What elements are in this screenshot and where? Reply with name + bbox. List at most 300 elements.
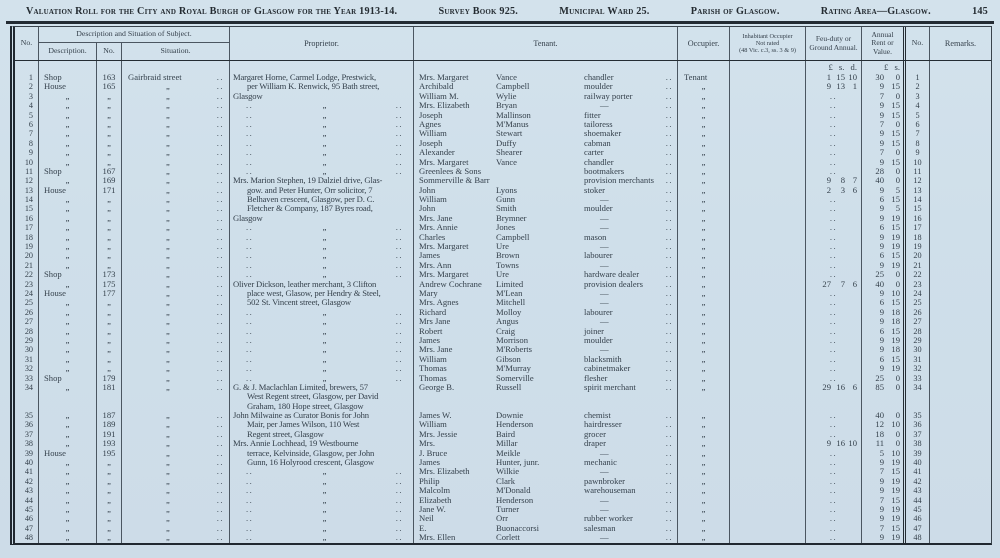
cell-tenant-occupation (582, 308, 678, 317)
cell-inhabitant-occupier (730, 167, 806, 176)
ditto-mark: „ (322, 157, 327, 167)
cell-entry-number: 5 (15, 111, 39, 120)
leader-dots: .. (246, 260, 254, 270)
ditto-mark: „ (322, 223, 327, 233)
cell-entry-number: 27 (15, 317, 39, 326)
cell-tenant-occupation (582, 233, 678, 242)
cell-situation (122, 355, 230, 364)
situation-text: „ (166, 90, 170, 101)
cell-entry-number: 28 (15, 327, 39, 336)
money-part: 7 (879, 90, 884, 101)
leader-dots: .. (665, 100, 673, 111)
leader-dots: .. (246, 523, 254, 533)
cell-street-number: 175 (97, 280, 122, 289)
cell-occupier: „ (678, 467, 730, 476)
money-part: 9 (879, 81, 884, 92)
cell-entry-number-right: 39 (906, 449, 930, 458)
leader-dots: .. (216, 381, 224, 392)
situation-text: „ (166, 532, 170, 543)
cell-entry-number-right: 41 (906, 467, 930, 476)
cell-street-number (97, 392, 122, 401)
ditto-mark: „ (322, 129, 327, 139)
leader-dots: .. (216, 156, 224, 167)
ditto-mark: „ (322, 523, 327, 533)
money-part: 9 (826, 81, 831, 92)
cell-tenant-surname: Russell (496, 381, 522, 392)
cell-description: „ (39, 420, 97, 429)
cell-remarks (930, 204, 991, 213)
leader-dots: .. (665, 438, 673, 449)
cell-inhabitant-occupier (730, 524, 806, 533)
occupation-text: moulder (584, 203, 613, 214)
leader-dots: .. (829, 513, 838, 524)
occupation-text: hardware dealer (584, 269, 640, 280)
money-part: 9 (879, 306, 884, 317)
situation-text: „ (166, 128, 170, 139)
cell-tenant-forename: Archibald (419, 81, 454, 92)
cell-proprietor (230, 120, 414, 129)
money-part: 25 (875, 372, 884, 383)
cell-description: Shop (39, 73, 97, 82)
cell-remarks (930, 308, 991, 317)
cell-street-number: „ (97, 486, 122, 495)
occupation-text: provision merchants (584, 175, 654, 186)
money-part: 1 (852, 81, 857, 92)
cell-entry-number-right: 47 (906, 524, 930, 533)
money-part: 15 (891, 325, 900, 336)
money-part: 15 (891, 81, 900, 92)
leader-dots: .. (665, 513, 673, 524)
money-part: 12 (875, 419, 884, 430)
cell-remarks (930, 392, 991, 401)
municipal-ward-label: Municipal Ward 25. (559, 6, 650, 17)
leader-dots: .. (216, 306, 224, 317)
ditto-mark: „ (322, 232, 327, 242)
money-part: 9 (879, 184, 884, 195)
ditto-mark: „ (322, 364, 327, 374)
cell-entry-number-right: 42 (906, 477, 930, 486)
cell-situation (122, 92, 230, 101)
cell-inhabitant-occupier (730, 204, 806, 213)
cell-street-number: „ (97, 364, 122, 373)
units-cell (15, 61, 39, 73)
leader-dots: .. (246, 148, 254, 158)
ditto-mark: „ (322, 476, 327, 486)
cell-entry-number-right: 6 (906, 120, 930, 129)
cell-street-number: „ (97, 533, 122, 542)
cell-occupier: „ (678, 514, 730, 523)
header-proprietor: Proprietor. (230, 27, 414, 60)
cell-situation (122, 251, 230, 260)
leader-dots: .. (829, 353, 838, 364)
cell-situation (122, 336, 230, 345)
cell-street-number: „ (97, 524, 122, 533)
ditto-mark: „ (322, 260, 327, 270)
cell-street-number: „ (97, 214, 122, 223)
cell-situation (122, 345, 230, 354)
situation-text: „ (166, 410, 170, 421)
money-part: 9 (879, 212, 884, 223)
cell-inhabitant-occupier (730, 139, 806, 148)
leader-dots: .. (829, 147, 838, 158)
cell-tenant-forename: Mrs. Elizabeth (419, 466, 470, 477)
cell-situation (122, 289, 230, 298)
occupation-text: — (600, 297, 609, 308)
leader-dots: .. (246, 242, 254, 252)
leader-dots: .. (665, 353, 673, 364)
cell-description: Shop (39, 270, 97, 279)
cell-inhabitant-occupier (730, 242, 806, 251)
cell-remarks (930, 383, 991, 392)
cell-inhabitant-occupier (730, 439, 806, 448)
cell-proprietor (230, 477, 414, 486)
money-part: 5 (895, 203, 900, 214)
leader-dots: .. (395, 251, 403, 261)
cell-entry-number: 30 (15, 345, 39, 354)
cell-tenant-forename: Robert (419, 325, 443, 336)
cell-proprietor: John Milwaine as Curator Bonis for John (230, 411, 414, 420)
cell-street-number: 177 (97, 289, 122, 298)
situation-text: „ (166, 250, 170, 261)
cell-description: „ (39, 129, 97, 138)
cell-situation (122, 449, 230, 458)
cell-entry-number-right: 5 (906, 111, 930, 120)
cell-tenant-surname: Downie (496, 410, 524, 421)
leader-dots: .. (829, 457, 838, 468)
leader-dots: .. (216, 147, 224, 158)
cell-entry-number-right: 16 (906, 214, 930, 223)
cell-description: „ (39, 280, 97, 289)
cell-proprietor: Gunn, 16 Holyrood crescent, Glasgow (230, 458, 414, 467)
leader-dots: .. (665, 363, 673, 374)
cell-tenant-surname: Brymner (496, 212, 527, 223)
money-part: 18 (891, 344, 900, 355)
cell-street-number: „ (97, 298, 122, 307)
cell-street-number: „ (97, 204, 122, 213)
cell-situation (122, 167, 230, 176)
cell-entry-number: 39 (15, 449, 39, 458)
cell-tenant-occupation (582, 439, 678, 448)
money-part: 9 (879, 316, 884, 327)
cell-occupier: „ (678, 111, 730, 120)
leader-dots: .. (829, 250, 838, 261)
leader-dots: .. (829, 212, 838, 223)
leader-dots: .. (246, 354, 254, 364)
situation-text: „ (166, 353, 170, 364)
leader-dots: .. (395, 326, 403, 336)
cell-description: „ (39, 101, 97, 110)
cell-occupier: „ (678, 186, 730, 195)
cell-street-number: 169 (97, 176, 122, 185)
cell-entry-number-right: 22 (906, 270, 930, 279)
money-part: 9 (879, 109, 884, 120)
leader-dots: .. (829, 297, 838, 308)
leader-dots: .. (216, 428, 224, 439)
money-part: 15 (836, 73, 845, 82)
cell-remarks (930, 524, 991, 533)
cell-description: „ (39, 411, 97, 420)
cell-entry-number-right: 17 (906, 223, 930, 232)
cell-entry-number: 6 (15, 120, 39, 129)
leader-dots: .. (395, 345, 403, 355)
cell-occupier: „ (678, 317, 730, 326)
cell-entry-number-right: 30 (906, 345, 930, 354)
cell-inhabitant-occupier (730, 158, 806, 167)
cell-street-number: „ (97, 458, 122, 467)
cell-entry-number-right: 2 (906, 82, 930, 91)
cell-remarks (930, 242, 991, 251)
cell-entry-number: 23 (15, 280, 39, 289)
occupation-text: moulder (584, 81, 613, 92)
leader-dots: .. (829, 494, 838, 505)
leader-dots: .. (665, 147, 673, 158)
situation-text: Gairbraid street (128, 73, 182, 82)
occupation-text: — (600, 287, 609, 298)
situation-text: „ (166, 184, 170, 195)
cell-entry-number: 20 (15, 251, 39, 260)
cell-situation (122, 524, 230, 533)
cell-occupier: „ (678, 280, 730, 289)
cell-entry-number-right: 43 (906, 486, 930, 495)
cell-situation (122, 195, 230, 204)
leader-dots: .. (665, 503, 673, 514)
cell-description: House (39, 289, 97, 298)
leader-dots: .. (665, 447, 673, 458)
leader-dots: .. (829, 165, 838, 176)
cell-occupier: „ (678, 533, 730, 542)
leader-dots: .. (216, 184, 224, 195)
cell-entry-number-right: 20 (906, 251, 930, 260)
leader-dots: .. (665, 109, 673, 120)
cell-street-number: „ (97, 477, 122, 486)
money-part: 15 (891, 297, 900, 308)
money-part: 19 (891, 503, 900, 514)
occupation-text: warehouseman (584, 485, 636, 496)
leader-dots: .. (665, 81, 673, 92)
cell-occupier: „ (678, 223, 730, 232)
cell-inhabitant-occupier (730, 186, 806, 195)
cell-entry-number: 34 (15, 383, 39, 392)
leader-dots: .. (216, 278, 224, 289)
cell-entry-number-right: 3 (906, 92, 930, 101)
leader-dots: .. (665, 344, 673, 355)
cell-entry-number: 33 (15, 374, 39, 383)
leader-dots: .. (395, 317, 403, 327)
leader-dots: .. (665, 372, 673, 383)
cell-entry-number-right: 18 (906, 233, 930, 242)
money-part: 13 (836, 81, 845, 92)
cell-inhabitant-occupier (730, 317, 806, 326)
ditto-mark: „ (322, 307, 327, 317)
cell-remarks (930, 374, 991, 383)
feu-units-label: £ s. d. (806, 61, 862, 73)
leader-dots: .. (246, 373, 254, 383)
leader-dots: .. (216, 410, 224, 421)
leader-dots: .. (665, 203, 673, 214)
cell-tenant-forename: E. (419, 522, 427, 533)
cell-entry-number: 48 (15, 533, 39, 542)
header-annual-rent: Annual Rent or Value. (862, 27, 906, 60)
leader-dots: .. (395, 486, 403, 496)
cell-tenant-surname: Duffy (496, 137, 517, 148)
leader-dots: .. (665, 250, 673, 261)
cell-occupier: „ (678, 167, 730, 176)
cell-entry-number-right: 45 (906, 505, 930, 514)
header-remarks: Remarks. (944, 38, 977, 48)
cell-tenant-surname: Gibson (496, 353, 521, 364)
leader-dots: .. (395, 495, 403, 505)
situation-text: „ (166, 372, 170, 383)
leader-dots: .. (246, 101, 254, 111)
money-part: 10 (891, 287, 900, 298)
cell-proprietor (230, 317, 414, 326)
leader-dots: .. (665, 410, 673, 421)
cell-description: „ (39, 139, 97, 148)
leader-dots: .. (246, 166, 254, 176)
cell-entry-number: 18 (15, 233, 39, 242)
money-part: 9 (879, 513, 884, 524)
cell-tenant-surname: M'Manus (496, 118, 529, 129)
cell-tenant-surname: Mallinson (496, 109, 531, 120)
cell-tenant-surname: Ure (496, 241, 509, 252)
situation-text: „ (166, 269, 170, 280)
cell-proprietor (230, 139, 414, 148)
cell-inhabitant-occupier (730, 73, 806, 82)
cell-remarks (930, 420, 991, 429)
table-body (15, 73, 991, 543)
cell-occupier: „ (678, 505, 730, 514)
cell-street-number: „ (97, 317, 122, 326)
money-part: 1 (826, 73, 831, 82)
cell-entry-number: 14 (15, 195, 39, 204)
cell-entry-number-right: 37 (906, 430, 930, 439)
ditto-mark: „ (322, 119, 327, 129)
cell-remarks (930, 233, 991, 242)
leader-dots: .. (395, 129, 403, 139)
units-cell (906, 61, 930, 73)
occupation-text: grocer (584, 428, 606, 439)
occupation-text: chemist (584, 410, 611, 421)
cell-remarks (930, 402, 991, 411)
cell-remarks (930, 261, 991, 270)
cell-proprietor (230, 524, 414, 533)
leader-dots: .. (246, 495, 254, 505)
cell-feu-duty (806, 392, 862, 401)
cell-tenant-surname: M'Roberts (496, 344, 532, 355)
cell-tenant-occupation (582, 496, 678, 505)
cell-occupier: „ (678, 486, 730, 495)
header-description: Description. (39, 43, 97, 60)
cell-tenant-forename: Thomas (419, 363, 447, 374)
cell-street-number: 189 (97, 420, 122, 429)
occupation-text: — (600, 494, 609, 505)
cell-remarks (930, 355, 991, 364)
leader-dots: .. (216, 485, 224, 496)
cell-situation (122, 176, 230, 185)
leader-dots: .. (829, 203, 838, 214)
money-part: 15 (891, 100, 900, 111)
leader-dots: .. (665, 297, 673, 308)
cell-tenant-forename: Mrs. Margaret (419, 241, 469, 252)
cell-remarks (930, 289, 991, 298)
occupation-text: — (600, 222, 609, 233)
leader-dots: .. (829, 428, 838, 439)
leader-dots: .. (829, 90, 838, 101)
occupation-text: rubber worker (584, 513, 633, 524)
money-part: 40 (875, 410, 884, 421)
cell-inhabitant-occupier (730, 148, 806, 157)
cell-inhabitant-occupier (730, 176, 806, 185)
leader-dots: .. (246, 335, 254, 345)
money-part: 7 (879, 118, 884, 129)
leader-dots: .. (829, 231, 838, 242)
cell-entry-number: 40 (15, 458, 39, 467)
cell-inhabitant-occupier (730, 383, 806, 392)
occupation-text: pawnbroker (584, 475, 626, 486)
cell-occupier: „ (678, 477, 730, 486)
situation-text: „ (166, 165, 170, 176)
cell-tenant-surname: Campbell (496, 81, 530, 92)
leader-dots: .. (829, 532, 838, 543)
cell-street-number: 163 (97, 73, 122, 82)
cell-street-number: 191 (97, 430, 122, 439)
cell-entry-number: 13 (15, 186, 39, 195)
occupation-text: flesher (584, 372, 608, 383)
cell-description: „ (39, 251, 97, 260)
leader-dots: .. (395, 504, 403, 514)
leader-dots: .. (246, 307, 254, 317)
cell-situation (122, 139, 230, 148)
ditto-mark: „ (322, 467, 327, 477)
leader-dots: .. (829, 194, 838, 205)
leader-dots: .. (665, 212, 673, 223)
money-part: 19 (891, 334, 900, 345)
cell-proprietor (230, 336, 414, 345)
cell-entry-number-right: 15 (906, 204, 930, 213)
cell-entry-number-right: 48 (906, 533, 930, 542)
cell-tenant-surname: Henderson (496, 494, 534, 505)
leader-dots: .. (216, 109, 224, 120)
leader-dots: .. (216, 222, 224, 233)
situation-text: „ (166, 522, 170, 533)
cell-remarks (930, 298, 991, 307)
ditto-mark: „ (322, 345, 327, 355)
cell-entry-number: 41 (15, 467, 39, 476)
cell-entry-number: 42 (15, 477, 39, 486)
cell-inhabitant-occupier (730, 505, 806, 514)
cell-remarks (930, 449, 991, 458)
ditto-mark: „ (322, 326, 327, 336)
money-part: 16 (836, 438, 845, 449)
leader-dots: .. (216, 344, 224, 355)
money-part: 10 (848, 438, 857, 449)
situation-text: „ (166, 147, 170, 158)
cell-tenant-occupation (582, 289, 678, 298)
leader-dots: .. (246, 317, 254, 327)
cell-situation (122, 477, 230, 486)
cell-tenant-forename: Mary (419, 287, 438, 298)
money-part: 19 (891, 259, 900, 270)
cell-tenant-forename: William (419, 128, 447, 139)
cell-occupier: „ (678, 148, 730, 157)
cell-entry-number-right: 9 (906, 148, 930, 157)
cell-tenant-forename: Andrew Cochrane (419, 278, 482, 289)
cell-tenant-surname: Campbell (496, 231, 530, 242)
cell-tenant-forename: Jane W. (419, 503, 446, 514)
ditto-mark: „ (322, 242, 327, 252)
cell-remarks (930, 430, 991, 439)
occupation-text: — (600, 212, 609, 223)
